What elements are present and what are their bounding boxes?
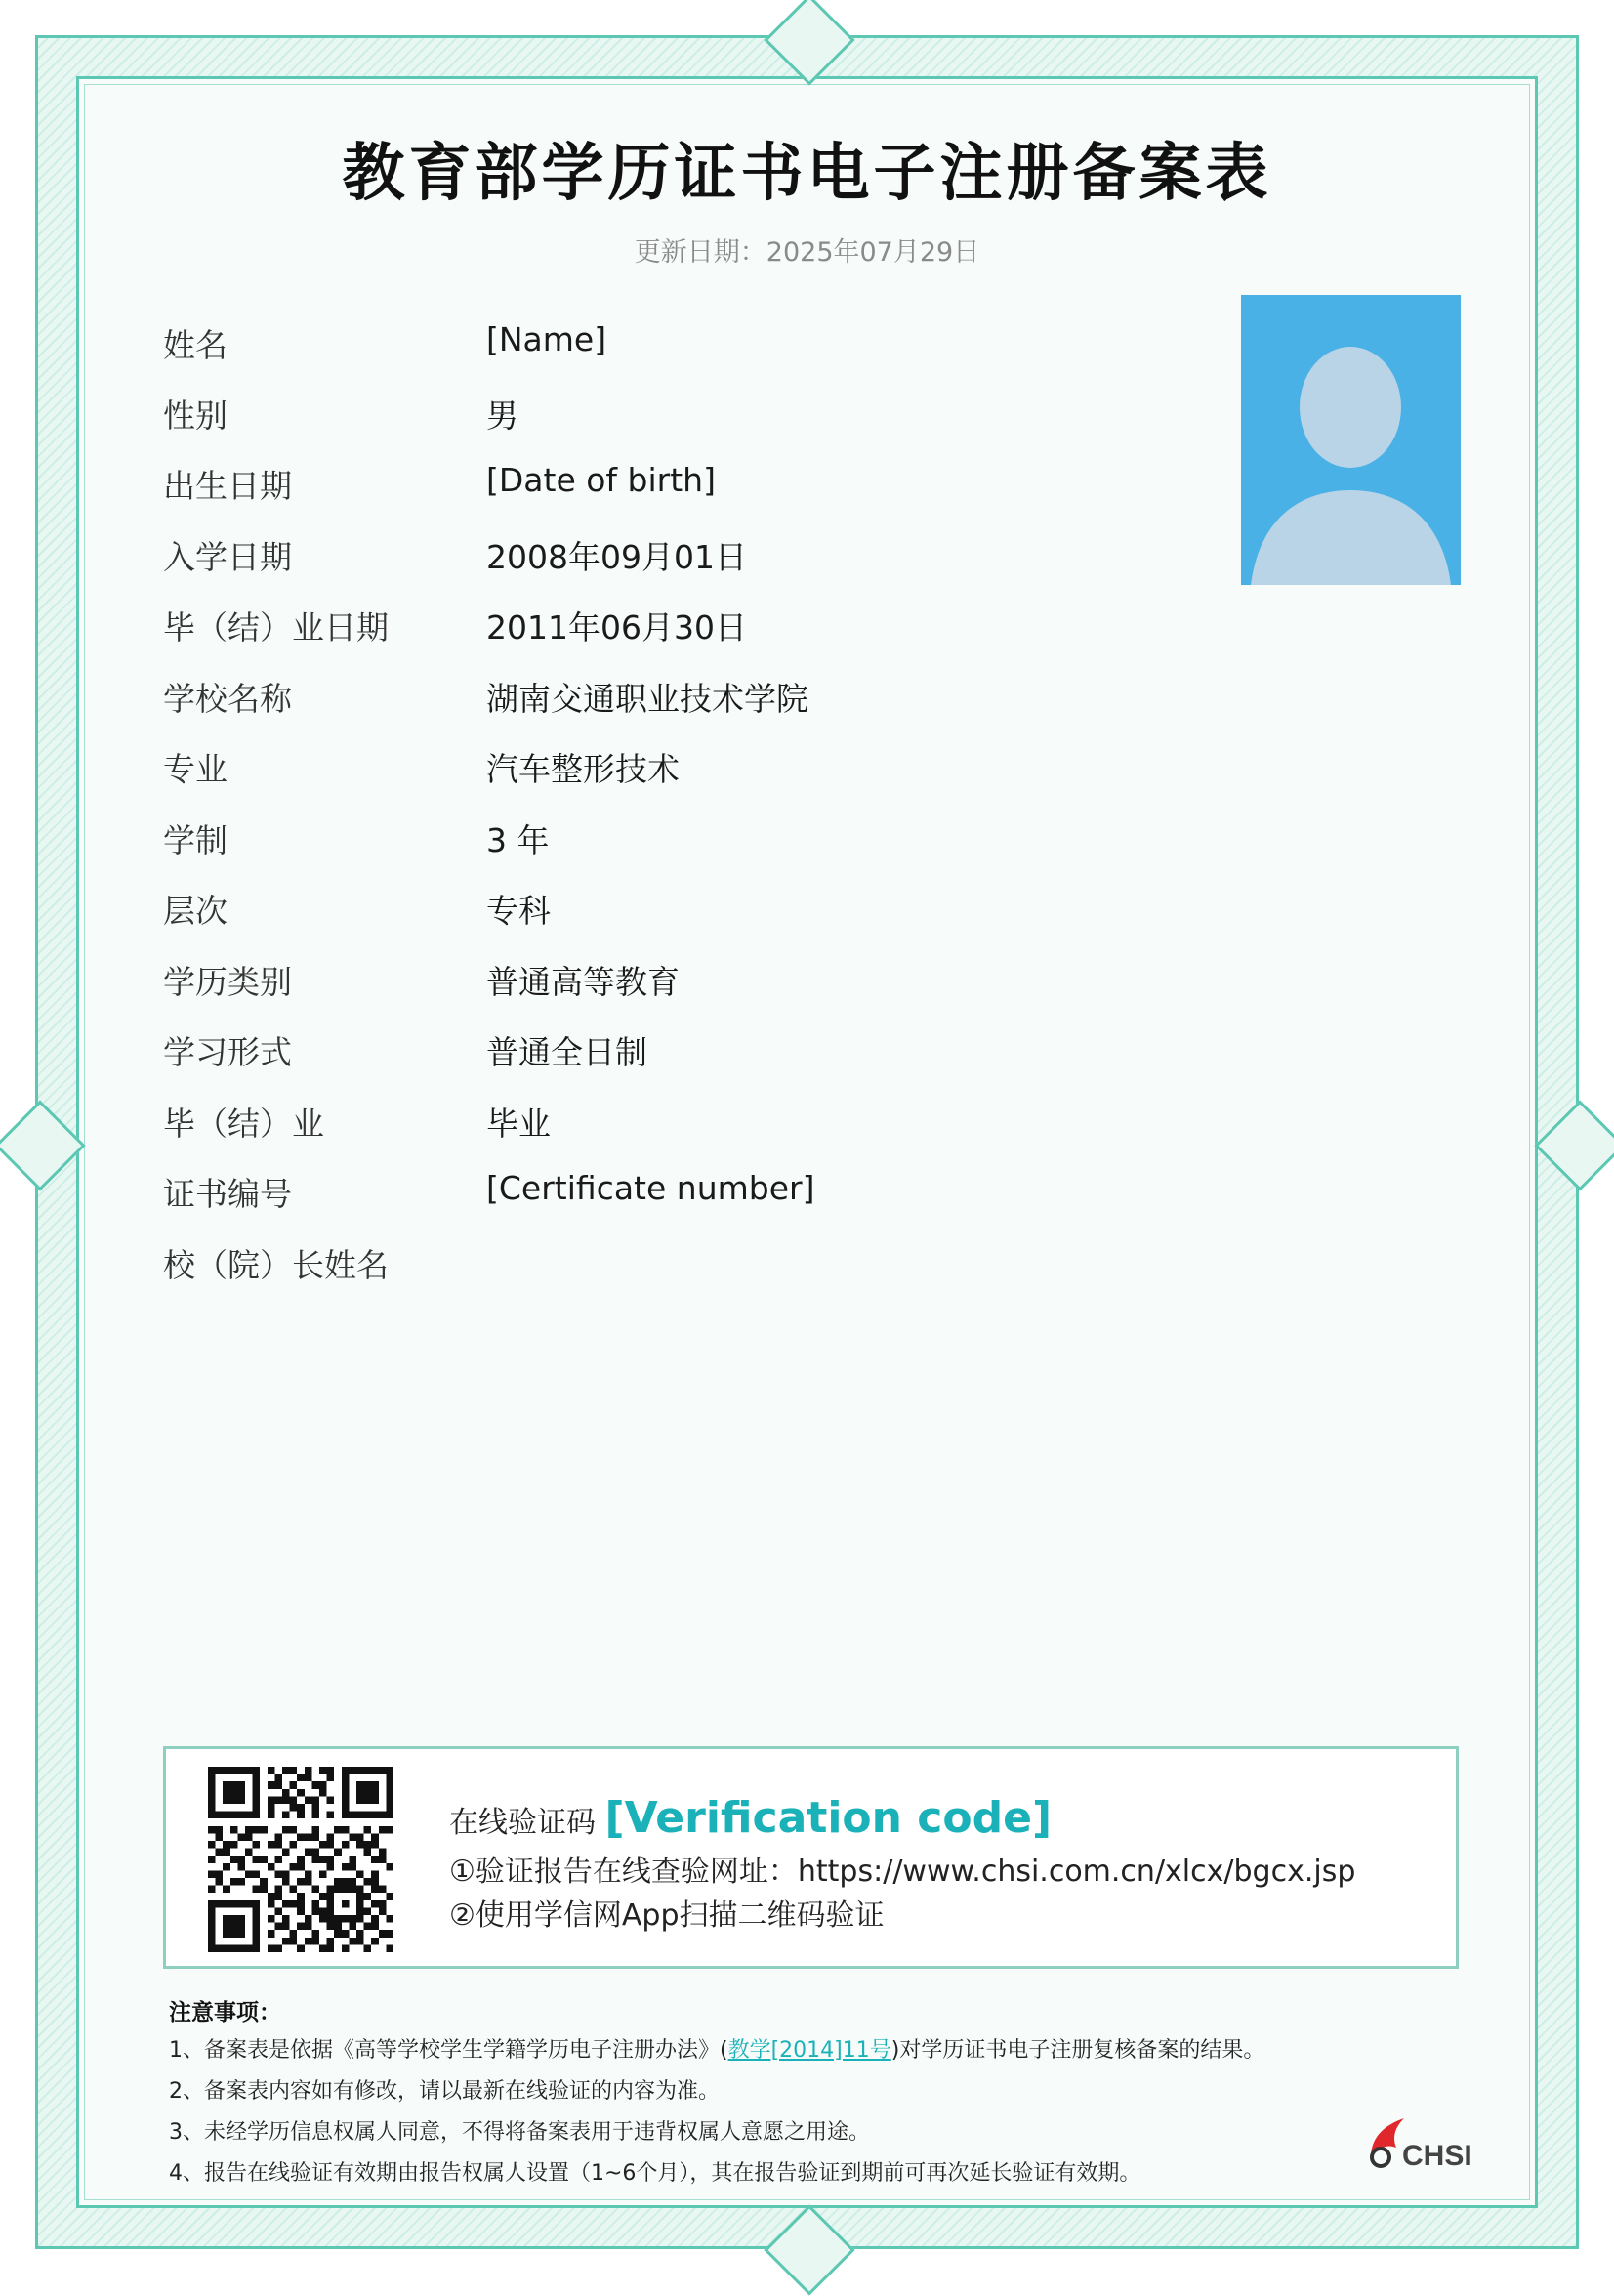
verification-code-line (449, 1793, 1052, 1843)
field-value: 2011年06月30日 (486, 608, 747, 647)
document-title: 教育部学历证书电子注册备案表 (342, 138, 1272, 210)
field-value: 普通高等教育 (486, 963, 680, 1001)
id-photo (1241, 295, 1461, 585)
field-label: 学习形式 (163, 1033, 292, 1071)
field-label: 层次 (163, 892, 228, 930)
field-value: 2008年09月01日 (486, 538, 747, 576)
chsi-logo (1365, 2114, 1502, 2173)
qr-code-icon[interactable] (208, 1767, 393, 1952)
field-label: 专业 (163, 750, 228, 788)
field-value: 专科 (486, 892, 551, 930)
field-label: 入学日期 (163, 538, 292, 576)
field-label: 学制 (163, 821, 228, 859)
note-1 (169, 2033, 1264, 2064)
field-label: 校（院）长姓名 (163, 1246, 389, 1284)
verification-code-label: 在线验证码 (449, 1806, 596, 1840)
note-1-text-b: )对学历证书电子注册复核备案的结果。 (890, 2038, 1265, 2063)
field-value: 汽车整形技术 (486, 750, 680, 788)
verification-code: [Verification code] (604, 1793, 1053, 1843)
update-date: 更新日期：2025年07月29日 (634, 237, 980, 268)
field-label: 性别 (163, 397, 228, 435)
field-value: 男 (486, 397, 518, 435)
note-2: 2、备案表内容如有修改，请以最新在线验证的内容为准。 (169, 2079, 720, 2104)
chsi-logo-text: CHSI (1402, 2140, 1472, 2172)
field-label: 出生日期 (163, 467, 292, 505)
verification-app-text: ②使用学信网App扫描二维码验证 (449, 1899, 885, 1933)
regulation-link[interactable]: 教学[2014]11号 (727, 2038, 891, 2063)
field-label: 证书编号 (163, 1175, 292, 1213)
field-label: 毕（结）业 (163, 1105, 324, 1143)
field-label: 姓名 (163, 326, 228, 364)
field-value: 湖南交通职业技术学院 (486, 680, 808, 718)
note-1-text-a: 1、备案表是依据《高等学校学生学籍学历电子注册办法》( (169, 2038, 728, 2063)
note-4: 4、报告在线验证有效期由报告权属人设置（1~6个月），其在报告验证到期前可再次延长验证有效期。 (169, 2161, 1141, 2186)
field-value: 普通全日制 (486, 1033, 647, 1071)
field-label: 毕（结）业日期 (163, 608, 389, 647)
field-value: [Date of birth] (486, 461, 716, 499)
field-label: 学校名称 (163, 680, 292, 718)
field-value: 3 年 (486, 821, 550, 859)
field-value: [Certificate number] (486, 1169, 815, 1207)
verification-box (163, 1746, 1459, 1969)
notes-title: 注意事项： (169, 2000, 281, 2025)
verification-url-text: ①验证报告在线查验网址：https://www.chsi.com.cn/xlcx/bgcx.jsp (449, 1855, 1356, 1889)
field-value: [Name] (486, 320, 607, 358)
field-value: 毕业 (486, 1105, 551, 1143)
note-3: 3、未经学历信息权属人同意，不得将备案表用于违背权属人意愿之用途。 (169, 2120, 870, 2145)
field-label: 学历类别 (163, 963, 292, 1001)
